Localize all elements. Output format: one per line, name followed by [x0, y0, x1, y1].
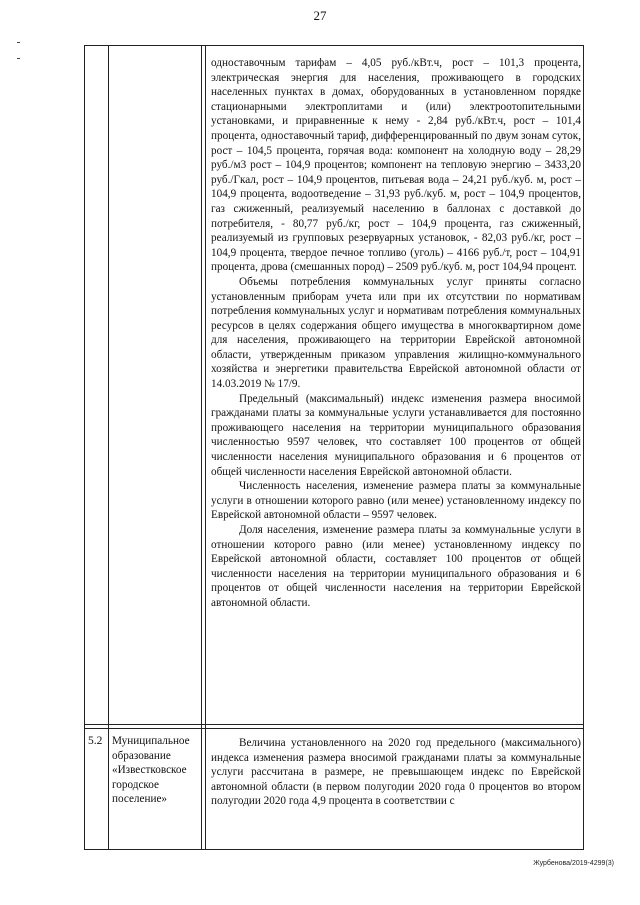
municipality-name-line: поселение» [112, 793, 168, 806]
row-divider [85, 728, 583, 729]
paragraph-share: Доля населения, изменение размера платы за коммунальные услуги в отношении которого равно (или менее) установленному индексу по Еврейской автономной области, составляет 100 процентов от общей численности населения на территории муниципального образования и 6 процентов от общей численности населения на территории Еврейской автономной области. [211, 524, 581, 609]
margin-mark [17, 58, 20, 59]
paragraph-row-52: Величина установленного на 2020 год предельного (максимального) индекса изменения размера вносимой гражданами платы за коммунальные услуги рассчитана в размере, не превышающем индекс по Еврейской автономной области (в первом полугодии 2020 года 0 процентов во втором полугодии 2020 года 4,9 процента в соответствии с [211, 737, 581, 808]
document-table [84, 45, 584, 850]
municipality-name-line: образование [112, 749, 171, 762]
paragraph-tariffs: одноставочным тарифам – 4,05 руб./кВт.ч, рост – 101,3 процента, электрическая энергия для населения, проживающего в городских населенных пунктах в домах, оборудованных в установленном порядке стационарными электроплитами и (или) электроотопительными установками, и приравненные к нему - 2,84 руб./кВт.ч, рост – 101,4 процента, одноставочный тариф, дифференцированный по двум зонам суток, рост – 104,5 процента, горячая вода: компонент на холодную воду – 28,29 руб./м3 рост – 104,9 процентов; компонент на тепловую энергию – 3433,20 руб./Гкал, рост – 104,9 процентов, питьевая вода – 24,21 руб./куб. м, рост – 104,9 процента, водоотведение – 31,93 руб./куб. м, рост – 104,9 процентов, газ сжиженный, реализуемый населению в баллонах с доставкой до потребителя, - 80,77 руб./кг, рост – 104,9 процента, газ сжиженный, реализуемый из групповых резервуарных установок, - 82,03 руб./кг, рост – 104,9 процента, твердое печное топливо (уголь) – 4166 руб./т, рост – 104,91 процента, дрова (смешанных пород) – 2509 руб./куб. м, рост 104,94 процент. [211, 57, 581, 274]
municipality-name-line: Муниципальное [112, 735, 190, 747]
paragraph-index: Предельный (максимальный) индекс изменения размера вносимой гражданами платы за коммунальные услуги устанавливается для постоянно проживающего населения на территории муниципального образования численностью 9597 человек, что составляет 100 процентов от общей численности населения муниципального образования и 6 процентов от общей численности населения Еврейской автономной области. [211, 392, 581, 478]
municipality-name-line: «Известковское [112, 764, 187, 777]
margin-mark [17, 42, 20, 43]
page-number: 27 [313, 8, 327, 23]
municipality-name [112, 734, 200, 807]
paragraph-population: Численность населения, изменение размера платы за коммунальные услуги в отношении которого равно (или менее) установленному индексу по Еврейской автономной области – 9597 человек. [211, 480, 581, 522]
row-number: 5.2 [88, 735, 103, 747]
paragraph-volumes: Объемы потребления коммунальных услуг приняты согласно установленным приборам учета или при их отсутствии по нормативам потребления коммунальных услуг и нормативам потребления коммунальных ресурсов в целях содержания общего имущества в многоквартирном доме для населения, проживающего на территории Еврейской автономной области, утвержденным приказом управления жилищно-коммунального хозяйства и энергетики правительства Еврейской автономной области от 14.03.2019 № 17/9. [211, 275, 581, 391]
footer-code: Журбенова/2019-4299(3) [533, 860, 614, 867]
row-52-text [211, 736, 581, 848]
row-prev-text [211, 56, 581, 611]
row-divider [85, 724, 583, 725]
municipality-name-line: городское [112, 778, 159, 791]
